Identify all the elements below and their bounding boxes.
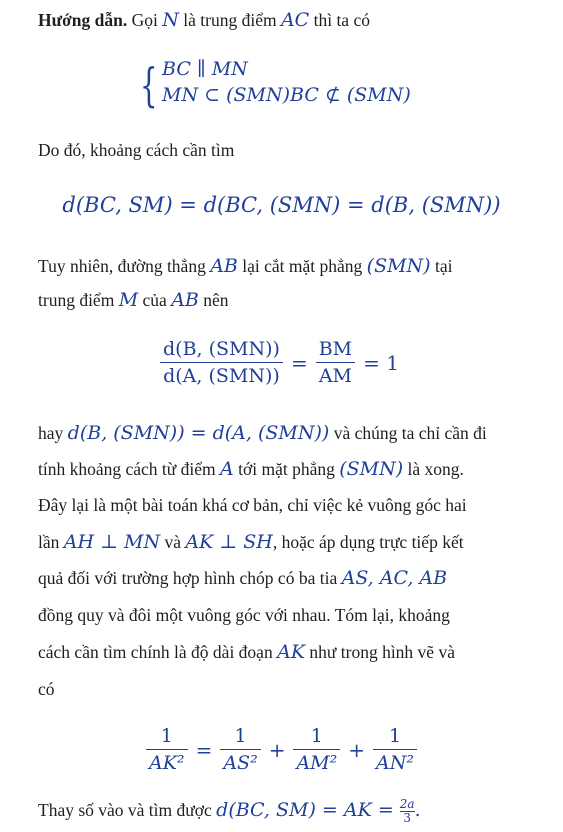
fraction-1-AN2 xyxy=(373,723,417,776)
equals-sign: = xyxy=(195,737,213,762)
paragraph-4-line-3: Đây lại là một bài toán khá cơ bản, chỉ việc kẻ vuông góc hai xyxy=(38,495,467,515)
text: Thay số vào và tìm được xyxy=(38,800,217,820)
numerator: d(B, (SMN)) xyxy=(160,336,283,363)
numerator: 1 xyxy=(373,723,417,750)
numerator: 2a xyxy=(399,797,415,812)
math-AH-perp-MN: AH ⊥ MN xyxy=(63,531,161,553)
equation-1: d(BC, SM) = d(BC, (SMN) = d(B, (SMN)) xyxy=(62,193,501,217)
text: tại xyxy=(430,256,453,276)
plus-sign: + xyxy=(268,737,286,762)
text: cách cần tìm chính là độ dài đoạn xyxy=(38,642,278,662)
paragraph-4-line-2 xyxy=(38,457,464,481)
math-N: N xyxy=(162,9,179,31)
guide-label: Hướng dẫn. xyxy=(38,10,128,30)
paragraph-4-line-8: có xyxy=(38,679,55,699)
denominator: AM² xyxy=(296,752,338,774)
paragraph-4-line-6: đồng quy và đôi một vuông góc với nhau. Tóm lại, khoảng xyxy=(38,605,450,625)
denominator: 3 xyxy=(403,811,412,826)
denominator: AK² xyxy=(149,752,185,774)
denominator: AS² xyxy=(223,752,258,774)
text: hay xyxy=(38,423,68,443)
fraction-1-AK2 xyxy=(146,723,188,776)
text: tính khoảng cách từ điểm xyxy=(38,459,221,479)
math-A: A xyxy=(220,458,234,480)
text: là xong. xyxy=(403,459,464,479)
text: quả đối với trường hợp hình chóp có ba tia xyxy=(38,568,342,588)
paragraph-2: Do đó, khoảng cách cần tìm xyxy=(38,140,235,160)
text: tới mặt phẳng xyxy=(233,459,340,479)
paragraph-4-line-1 xyxy=(38,421,487,445)
text: và xyxy=(160,532,186,552)
text: nên xyxy=(198,290,229,310)
math-result: d(BC, SM) = AK = xyxy=(216,799,400,821)
math-rays: AS, AC, AB xyxy=(341,567,448,589)
paragraph-4-line-5 xyxy=(38,566,447,590)
text: Tuy nhiên, đường thẳng xyxy=(38,256,211,276)
math-AK-perp-SH: AK ⊥ SH xyxy=(185,531,273,553)
numerator: 1 xyxy=(293,723,340,750)
period: . xyxy=(414,799,421,821)
text: và chúng ta chỉ cần đi xyxy=(329,423,487,443)
system-row-2: MN ⊂ (SMN)BC ⊄ (SMN) xyxy=(162,84,411,106)
text: lần xyxy=(38,532,64,552)
denominator: AM xyxy=(318,365,353,387)
math-AC: AC xyxy=(280,9,310,31)
paragraph-4-line-4 xyxy=(38,530,464,554)
brace-symbol: { xyxy=(140,58,158,112)
intro-line xyxy=(38,8,370,32)
equals-one: = 1 xyxy=(363,350,399,375)
final-line xyxy=(38,798,421,825)
equation-3 xyxy=(0,723,563,776)
math-AB: AB xyxy=(171,289,199,311)
numerator: 1 xyxy=(146,723,188,750)
paragraph-3-line-1 xyxy=(38,254,452,278)
plus-sign: + xyxy=(348,737,366,762)
equals-sign: = xyxy=(290,350,308,375)
math-equality: d(B, (SMN)) = d(A, (SMN)) xyxy=(67,422,330,444)
text: trung điểm xyxy=(38,290,119,310)
paragraph-4-line-7 xyxy=(38,640,455,664)
text: , hoặc áp dụng trực tiếp kết xyxy=(272,532,464,552)
fraction-distance-ratio xyxy=(160,336,283,389)
math-AK: AK xyxy=(277,641,306,663)
numerator: 1 xyxy=(220,723,260,750)
text: là trung điểm xyxy=(178,10,281,30)
math-AB: AB xyxy=(210,255,238,277)
text: thì ta có xyxy=(309,10,370,30)
paragraph-3-line-2 xyxy=(38,288,229,312)
system-row-1: BC ∥ MN xyxy=(162,58,248,80)
equation-2 xyxy=(0,336,563,389)
text: như trong hình vẽ và xyxy=(305,642,455,662)
numerator: BM xyxy=(316,336,355,363)
text: Gọi xyxy=(127,10,163,30)
denominator: AN² xyxy=(376,752,414,774)
math-M: M xyxy=(118,289,139,311)
fraction-2a-3 xyxy=(400,798,415,825)
math-SMN: (SMN) xyxy=(366,255,431,277)
text: của xyxy=(138,290,172,310)
math-SMN: (SMN) xyxy=(339,458,404,480)
fraction-1-AM2 xyxy=(293,723,340,776)
fraction-BM-AM xyxy=(316,336,355,389)
fraction-1-AS2 xyxy=(220,723,260,776)
denominator: d(A, (SMN)) xyxy=(163,365,280,387)
text: lại cắt mặt phẳng xyxy=(237,256,367,276)
